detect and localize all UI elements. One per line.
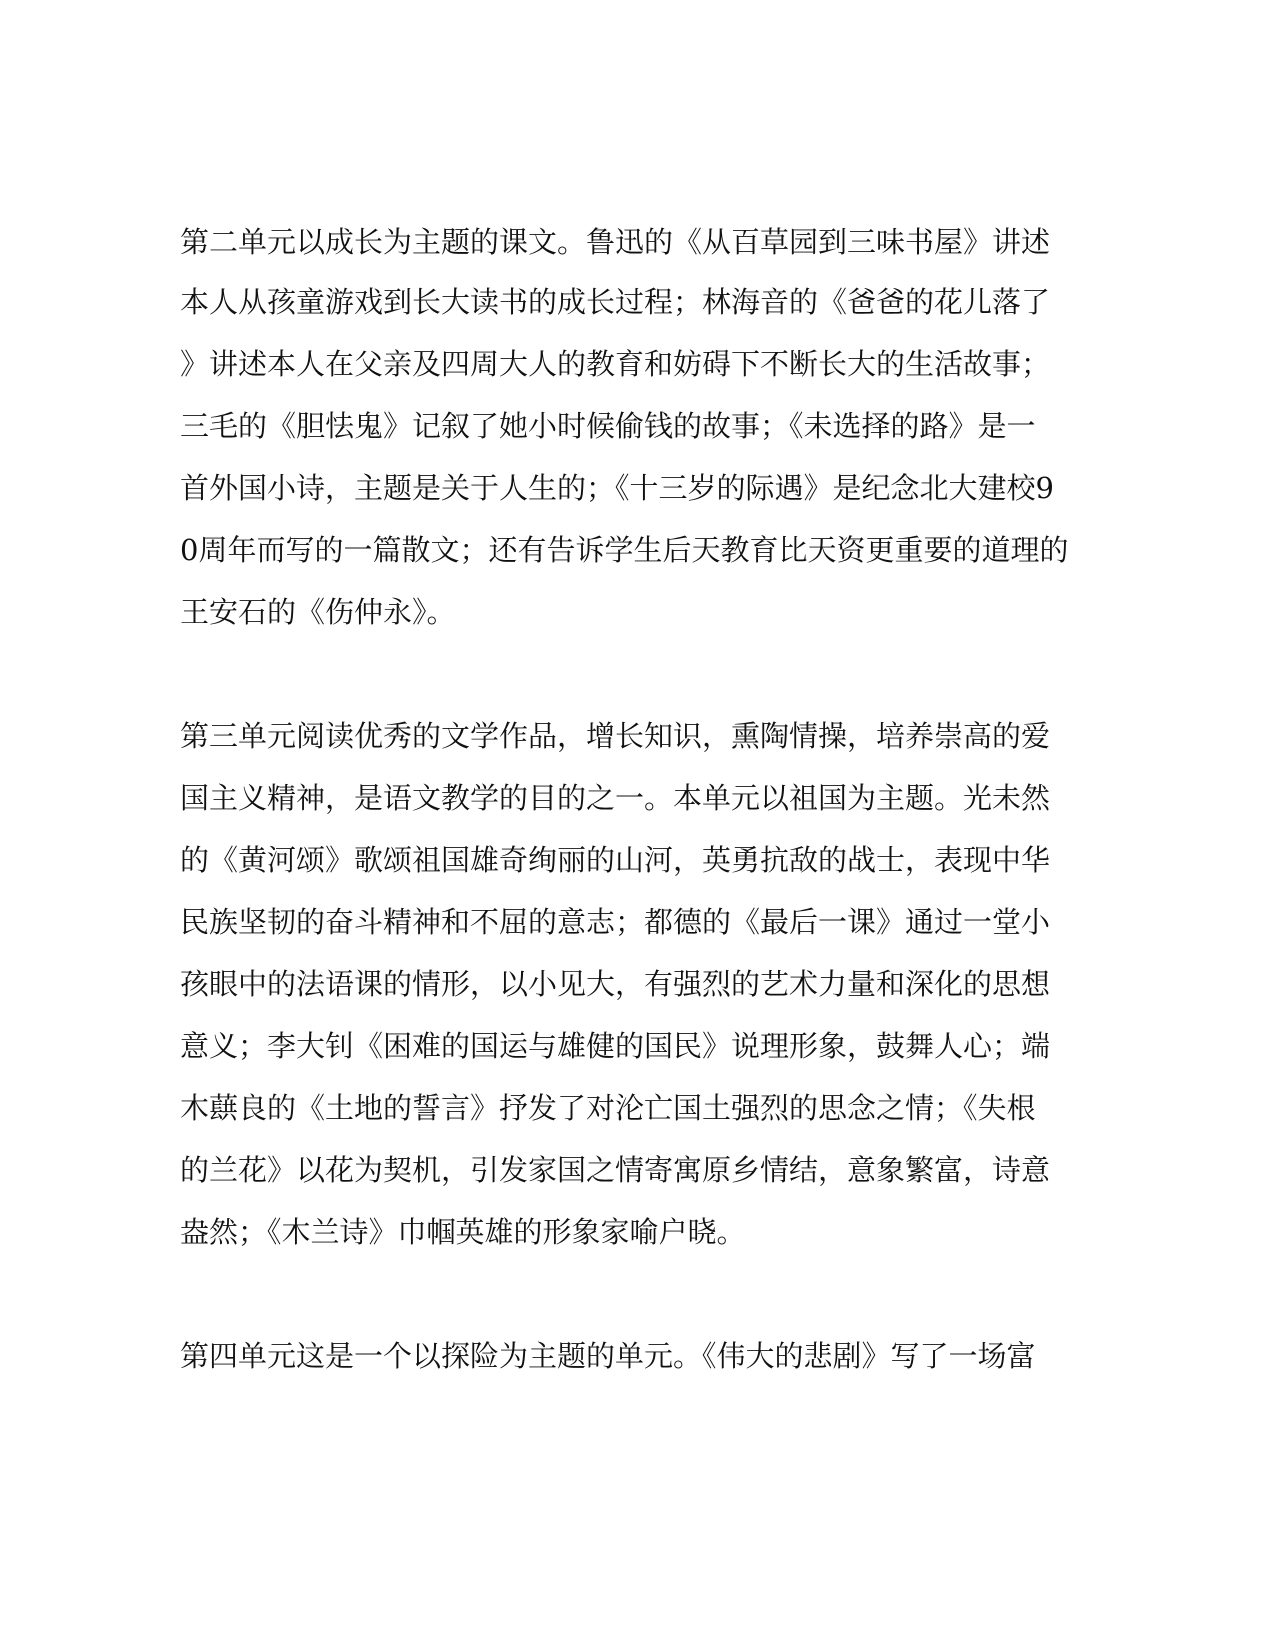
paragraph-2-line-5: 孩眼中的法语课的情形，以小见大，有强烈的艺术力量和深化的思想 <box>180 967 1051 1001</box>
paragraph-2-line-2: 国主义精神，是语文教学的目的之一。本单元以祖国为主题。光未然 <box>180 781 1051 815</box>
paragraph-2-line-3: 的《黄河颂》歌颂祖国雄奇绚丽的山河，英勇抗敌的战士，表现中华 <box>180 843 1051 877</box>
paragraph-2-line-7: 木蕻良的《土地的誓言》抒发了对沦亡国土强烈的思念之情；《失根 <box>180 1091 1036 1125</box>
paragraph-1-line-2: 本人从孩童游戏到长大读书的成长过程；林海音的《爸爸的花儿落了 <box>180 285 1051 319</box>
paragraph-1-line-3: 》讲述本人在父亲及四周大人的教育和妨碍下不断长大的生活故事； <box>180 347 1051 381</box>
paragraph-1-line-1: 第二单元以成长为主题的课文。鲁迅的《从百草园到三味书屋》讲述 <box>180 225 1051 259</box>
paragraph-2-line-6: 意义；李大钊《困难的国运与雄健的国民》说理形象，鼓舞人心；端 <box>180 1029 1051 1063</box>
paragraph-2-line-1: 第三单元阅读优秀的文学作品，增长知识，熏陶情操，培养崇高的爱 <box>180 719 1051 753</box>
paragraph-1-line-6: 0周年而写的一篇散文；还有告诉学生后天教育比天资更重要的道理的 <box>180 533 1069 567</box>
paragraph-1-line-4: 三毛的《胆怯鬼》记叙了她小时候偷钱的故事；《未选择的路》是一 <box>180 409 1036 443</box>
paragraph-2-line-8: 的兰花》以花为契机，引发家国之情寄寓原乡情结，意象繁富，诗意 <box>180 1153 1051 1187</box>
paragraph-1-line-5: 首外国小诗，主题是关于人生的；《十三岁的际遇》是纪念北大建校9 <box>180 471 1054 505</box>
paragraph-2-line-9: 盎然；《木兰诗》巾帼英雄的形象家喻户晓。 <box>180 1215 746 1249</box>
paragraph-2-line-4: 民族坚韧的奋斗精神和不屈的意志；都德的《最后一课》通过一堂小 <box>180 905 1051 939</box>
paragraph-1-line-7: 王安石的《伤仲永》。 <box>180 595 456 629</box>
paragraph-3-line-1: 第四单元这是一个以探险为主题的单元。《伟大的悲剧》写了一场富 <box>180 1339 1036 1373</box>
